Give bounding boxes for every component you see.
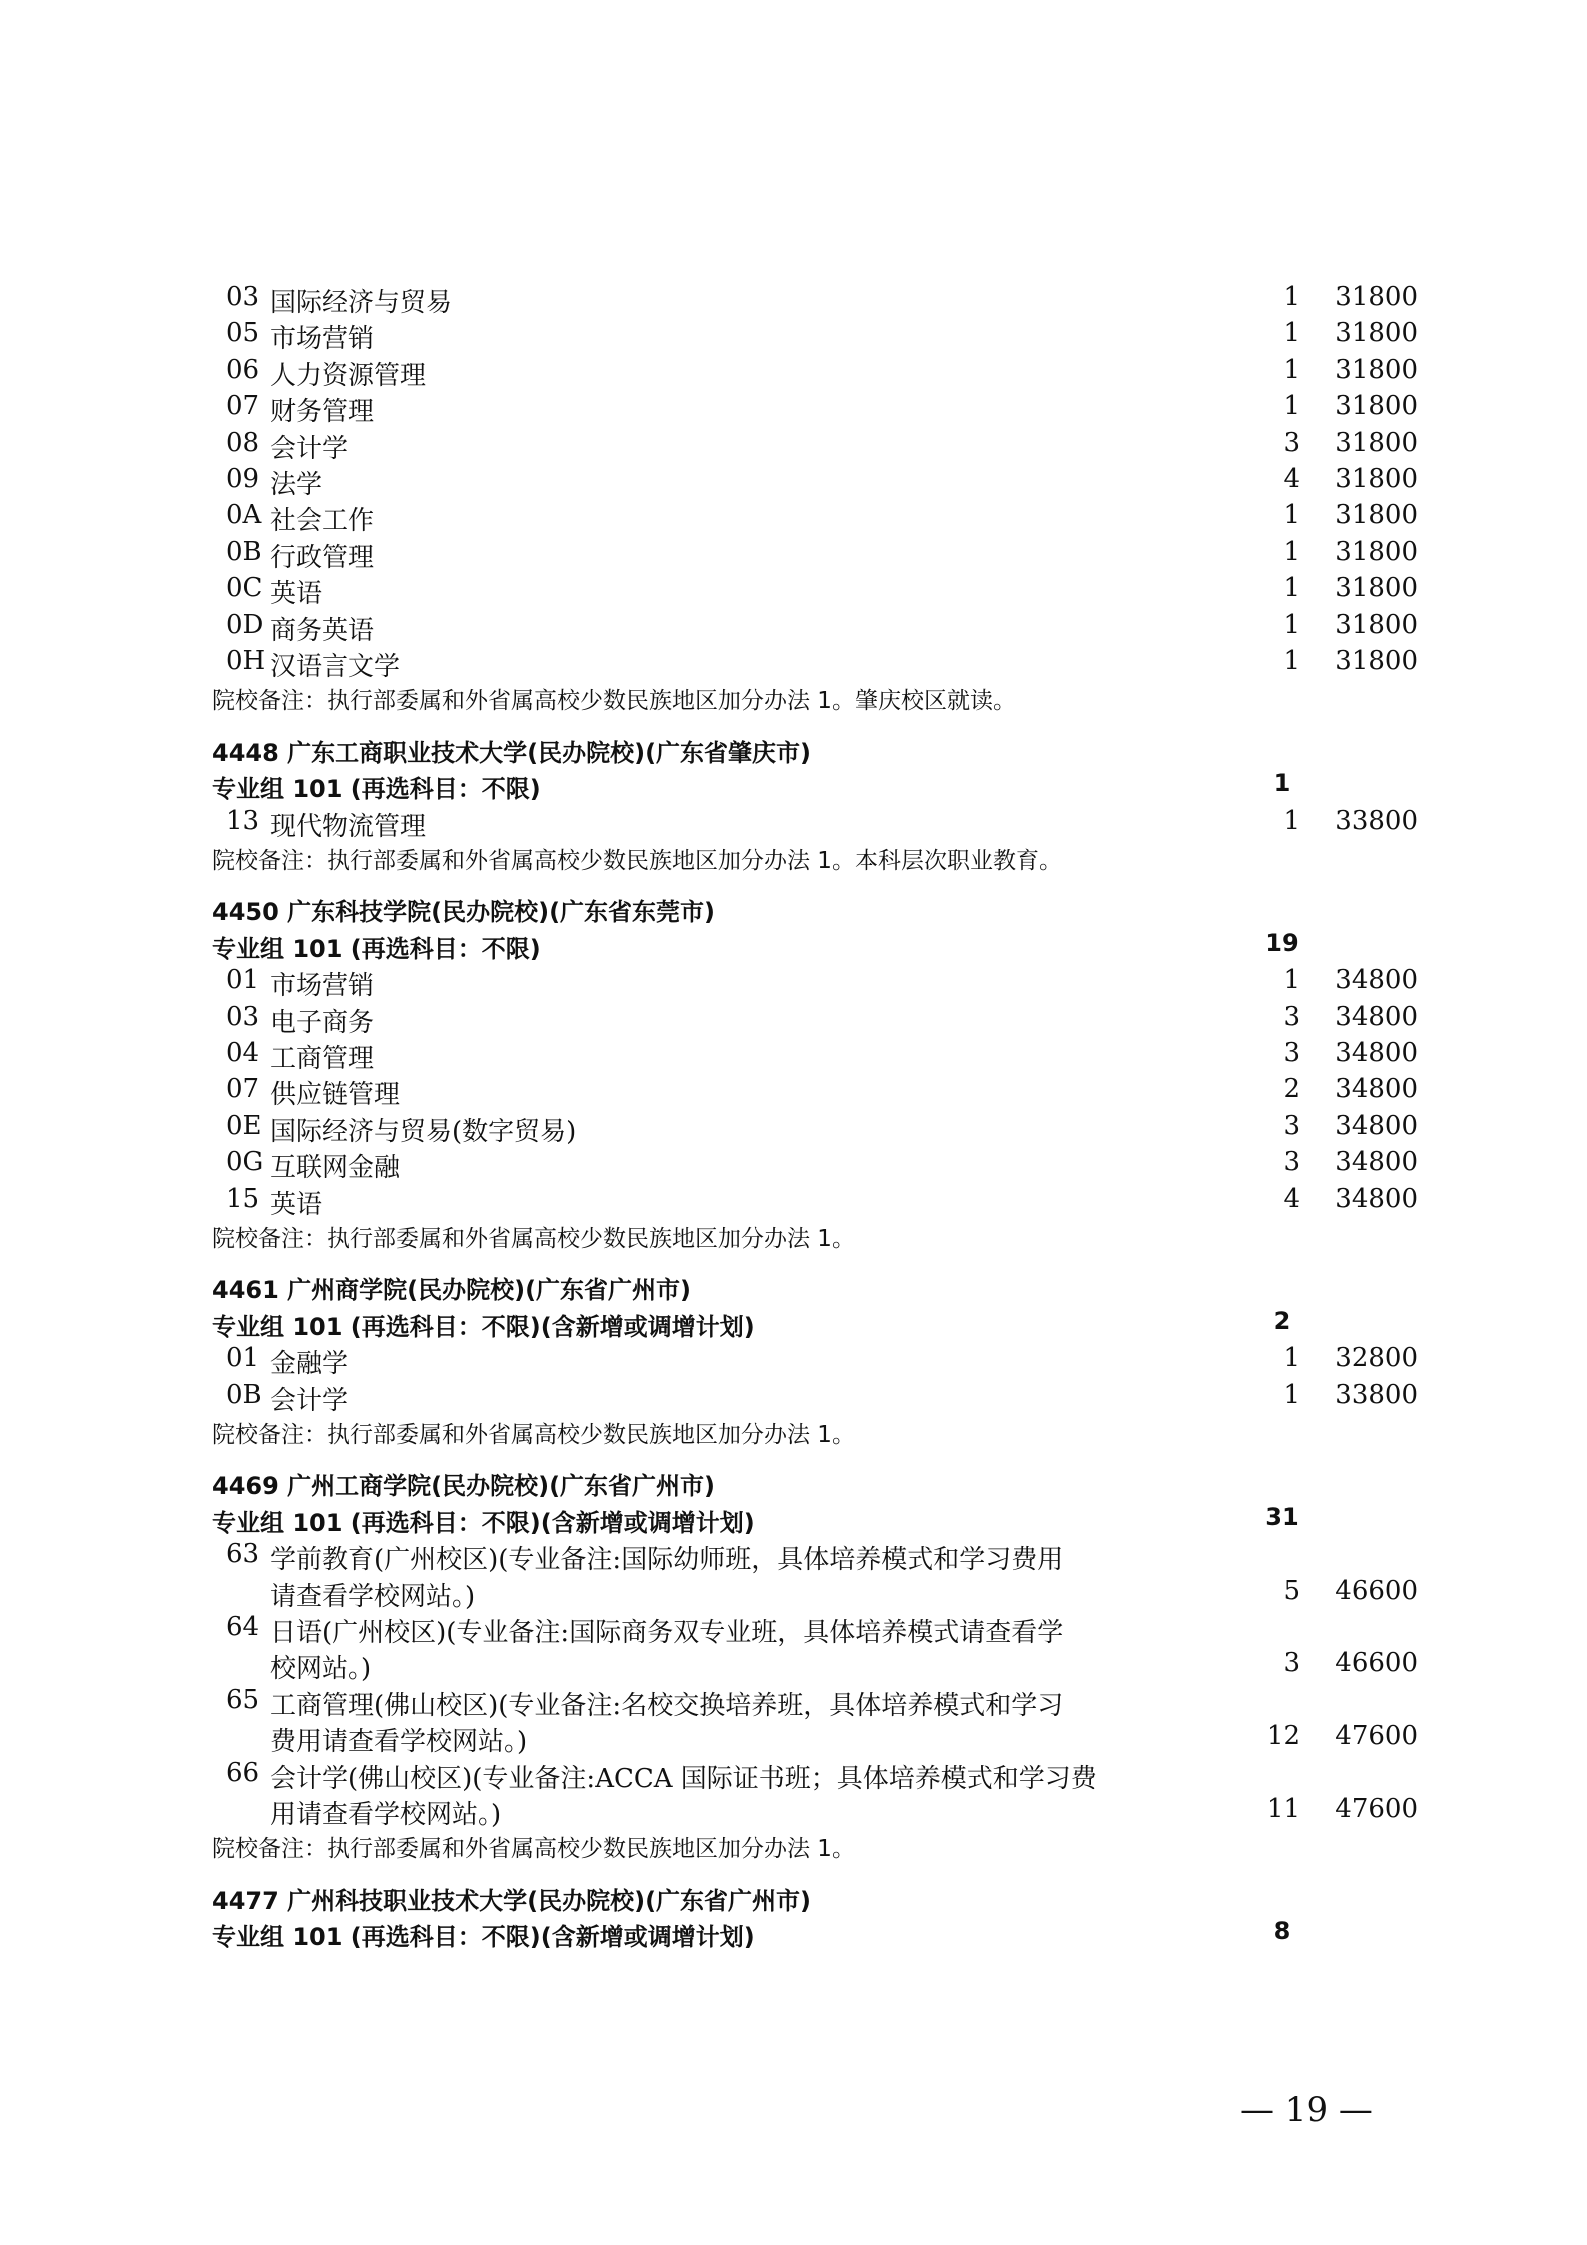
school-name: 4450 广东科技学院(民办院校)(广东省东莞市)	[212, 898, 716, 927]
tuition-fee: 34800	[1335, 1038, 1418, 1068]
major-row	[212, 427, 1418, 464]
major-name: 英语	[270, 579, 323, 610]
major-code: 66	[226, 1757, 260, 1788]
plan-count: 1	[1283, 318, 1300, 349]
school-note-text: 院校备注：执行部委属和外省属高校少数民族地区加分办法 1。	[212, 1422, 855, 1448]
major-name: 市场营销	[270, 324, 375, 355]
tuition-fee: 46600	[1335, 1575, 1418, 1606]
major-row-continuation	[212, 1721, 1418, 1758]
major-row	[212, 1758, 1412, 1794]
school-heading	[212, 1270, 1412, 1306]
major-row	[212, 1612, 1412, 1648]
school-heading	[212, 1466, 1412, 1502]
plan-count: 1	[1283, 646, 1300, 676]
school-name: 4461 广州商学院(民办院校)(广东省广州市)	[212, 1276, 692, 1305]
major-code: 01	[226, 965, 260, 996]
major-name-continued: 费用请查看学校网站。)	[270, 1727, 528, 1758]
major-code: 0B	[226, 1379, 262, 1410]
plan-count: 4	[1283, 464, 1300, 494]
major-row	[212, 1343, 1418, 1380]
school-heading	[212, 892, 1412, 928]
plan-count: 3	[1283, 1648, 1300, 1679]
major-row	[212, 1074, 1418, 1111]
major-code: 03	[226, 1001, 260, 1032]
school-note	[212, 682, 1412, 718]
plan-count: 1	[1283, 1343, 1300, 1374]
school-name: 4477 广州科技职业技术大学(民办院校)(广东省广州市)	[212, 1886, 812, 1915]
major-row	[212, 354, 1418, 391]
major-code: 0E	[226, 1110, 262, 1141]
major-name: 会计学(佛山校区)(专业备注:ACCA 国际证书班；具体培养模式和学习费	[270, 1763, 1097, 1794]
major-row	[212, 1685, 1412, 1721]
school-note-text: 院校备注：执行部委属和外省属高校少数民族地区加分办法 1。肇庆校区就读。	[212, 688, 1016, 715]
tuition-fee: 31800	[1335, 391, 1418, 422]
major-name: 工商管理(佛山校区)(专业备注:名校交换培养班，具体培养模式和学习	[270, 1690, 1064, 1721]
major-group-row	[212, 1503, 1412, 1539]
major-row	[212, 282, 1418, 318]
major-row	[212, 536, 1418, 573]
tuition-fee: 32800	[1335, 1343, 1418, 1374]
plan-count: 11	[1266, 1794, 1300, 1824]
plan-count: 1	[1283, 536, 1300, 567]
major-group-label: 专业组 101 (再选科目：不限)(含新增或调增计划)	[212, 1923, 755, 1952]
plan-count: 1	[1283, 354, 1300, 385]
major-code: 08	[226, 427, 260, 458]
group-plan-count: 8	[1273, 1917, 1291, 1946]
plan-count: 3	[1283, 1147, 1300, 1178]
tuition-fee: 34800	[1335, 1183, 1418, 1214]
major-group-label: 专业组 101 (再选科目：不限)(含新增或调增计划)	[212, 1508, 755, 1537]
plan-count: 1	[1283, 805, 1300, 836]
major-row	[212, 1038, 1418, 1074]
major-code: 64	[226, 1612, 260, 1642]
plan-count: 3	[1283, 1110, 1300, 1141]
major-name: 电子商务	[270, 1007, 375, 1038]
major-name: 财务管理	[270, 397, 375, 428]
major-code: 01	[226, 1343, 260, 1374]
major-row	[212, 1183, 1418, 1220]
school-name: 4448 广东工商职业技术大学(民办院校)(广东省肇庆市)	[212, 738, 812, 767]
major-group-row	[212, 1307, 1412, 1343]
major-group-label: 专业组 101 (再选科目：不限)(含新增或调增计划)	[212, 1312, 755, 1341]
major-name: 人力资源管理	[270, 360, 427, 391]
group-plan-count: 19	[1265, 928, 1299, 957]
major-name: 国际经济与贸易	[270, 288, 453, 318]
plan-count: 1	[1283, 573, 1300, 604]
tuition-fee: 34800	[1335, 1147, 1418, 1178]
major-name: 国际经济与贸易(数字贸易)	[270, 1116, 577, 1147]
tuition-fee: 31800	[1335, 646, 1418, 676]
major-row-continuation	[212, 1575, 1418, 1612]
plan-count: 1	[1283, 391, 1300, 422]
major-row	[212, 391, 1418, 428]
major-name: 法学	[270, 470, 323, 500]
plan-count: 3	[1283, 1001, 1300, 1032]
major-name: 会计学	[270, 1385, 349, 1416]
major-row	[212, 500, 1418, 537]
plan-count: 1	[1283, 500, 1300, 531]
tuition-fee: 31800	[1335, 573, 1418, 604]
tuition-fee: 31800	[1335, 318, 1418, 349]
major-code: 07	[226, 391, 260, 422]
plan-count: 5	[1283, 1575, 1300, 1606]
major-name-continued: 用请查看学校网站。)	[270, 1800, 502, 1830]
major-name: 汉语言文学	[270, 652, 401, 682]
major-name: 市场营销	[270, 971, 375, 1002]
school-note-text: 院校备注：执行部委属和外省属高校少数民族地区加分办法 1。	[212, 1226, 855, 1252]
plan-count: 3	[1283, 1038, 1300, 1068]
major-group-row	[212, 769, 1412, 805]
plan-count: 1	[1283, 609, 1300, 640]
major-code: 0B	[226, 536, 262, 567]
major-row-continuation	[212, 1794, 1418, 1830]
major-name: 商务英语	[270, 615, 375, 646]
major-group-row	[212, 929, 1412, 965]
major-code: 04	[226, 1038, 260, 1068]
group-plan-count: 31	[1265, 1502, 1299, 1531]
school-note-text: 院校备注：执行部委属和外省属高校少数民族地区加分办法 1。	[212, 1836, 855, 1863]
major-row	[212, 1001, 1418, 1038]
major-code: 0G	[226, 1147, 264, 1178]
major-name: 日语(广州校区)(专业备注:国际商务双专业班，具体培养模式请查看学	[270, 1618, 1064, 1648]
major-group-label: 专业组 101 (再选科目：不限)	[212, 934, 541, 963]
major-row	[212, 646, 1418, 682]
plan-count: 1	[1283, 1379, 1300, 1410]
major-code: 0C	[226, 573, 263, 604]
tuition-fee: 34800	[1335, 965, 1418, 996]
major-code: 06	[226, 354, 260, 385]
tuition-fee: 34800	[1335, 1074, 1418, 1105]
major-code: 05	[226, 318, 260, 349]
major-group-row	[212, 1917, 1412, 1953]
group-plan-count: 1	[1273, 769, 1291, 798]
tuition-fee: 31800	[1335, 427, 1418, 458]
major-name: 互联网金融	[270, 1153, 401, 1184]
school-note	[212, 1220, 1412, 1256]
tuition-fee: 31800	[1335, 282, 1418, 312]
major-name: 会计学	[270, 433, 349, 464]
major-name-continued: 校网站。)	[270, 1654, 372, 1685]
major-name-continued: 请查看学校网站。)	[270, 1581, 476, 1612]
major-code: 63	[226, 1539, 260, 1570]
school-note	[212, 1416, 1412, 1452]
plan-count: 1	[1283, 282, 1300, 312]
major-code: 07	[226, 1074, 260, 1105]
plan-count: 3	[1283, 427, 1300, 458]
tuition-fee: 33800	[1335, 1379, 1418, 1410]
tuition-fee: 33800	[1335, 805, 1418, 836]
page-number: — 19 —	[1240, 2090, 1373, 2130]
major-row	[212, 1147, 1418, 1184]
tuition-fee: 31800	[1335, 464, 1418, 494]
major-name: 英语	[270, 1189, 323, 1220]
major-name: 供应链管理	[270, 1080, 401, 1111]
school-note	[212, 1830, 1412, 1866]
plan-count: 12	[1266, 1721, 1300, 1752]
major-row-continuation	[212, 1648, 1418, 1685]
major-row	[212, 573, 1418, 610]
major-row	[212, 1539, 1412, 1575]
major-name: 现代物流管理	[270, 811, 427, 842]
major-row	[212, 464, 1418, 500]
tuition-fee: 31800	[1335, 536, 1418, 567]
plan-count: 2	[1283, 1074, 1300, 1105]
major-row	[212, 965, 1418, 1002]
major-row	[212, 609, 1418, 646]
major-code: 0A	[226, 500, 262, 531]
major-code: 65	[226, 1684, 260, 1715]
plan-count: 1	[1283, 965, 1300, 996]
tuition-fee: 31800	[1335, 500, 1418, 531]
school-name: 4469 广州工商学院(民办院校)(广东省广州市)	[212, 1472, 716, 1501]
plan-count: 4	[1283, 1183, 1300, 1214]
school-heading	[212, 733, 1412, 769]
tuition-fee: 34800	[1335, 1110, 1418, 1141]
major-code: 03	[226, 282, 260, 312]
major-name: 工商管理	[270, 1044, 375, 1074]
major-code: 13	[226, 805, 260, 836]
group-plan-count: 2	[1273, 1306, 1291, 1335]
tuition-fee: 31800	[1335, 354, 1418, 385]
major-code: 0H	[226, 646, 266, 676]
tuition-fee: 34800	[1335, 1001, 1418, 1032]
major-row	[212, 805, 1418, 842]
major-name: 金融学	[270, 1349, 349, 1380]
school-note-text: 院校备注：执行部委属和外省属高校少数民族地区加分办法 1。本科层次职业教育。	[212, 848, 1062, 874]
major-row	[212, 318, 1418, 355]
major-name: 社会工作	[270, 506, 375, 537]
major-row	[212, 1110, 1418, 1147]
major-name: 学前教育(广州校区)(专业备注:国际幼师班，具体培养模式和学习费用	[270, 1545, 1064, 1576]
tuition-fee: 31800	[1335, 609, 1418, 640]
major-group-label: 专业组 101 (再选科目：不限)	[212, 775, 541, 804]
tuition-fee: 47600	[1335, 1721, 1418, 1752]
school-heading	[212, 1881, 1412, 1917]
school-note	[212, 842, 1412, 878]
major-row	[212, 1379, 1418, 1416]
major-code: 0D	[226, 609, 264, 640]
major-code: 15	[226, 1183, 260, 1214]
major-code: 09	[226, 464, 260, 494]
major-name: 行政管理	[270, 542, 375, 573]
tuition-fee: 47600	[1335, 1794, 1418, 1824]
tuition-fee: 46600	[1335, 1648, 1418, 1679]
